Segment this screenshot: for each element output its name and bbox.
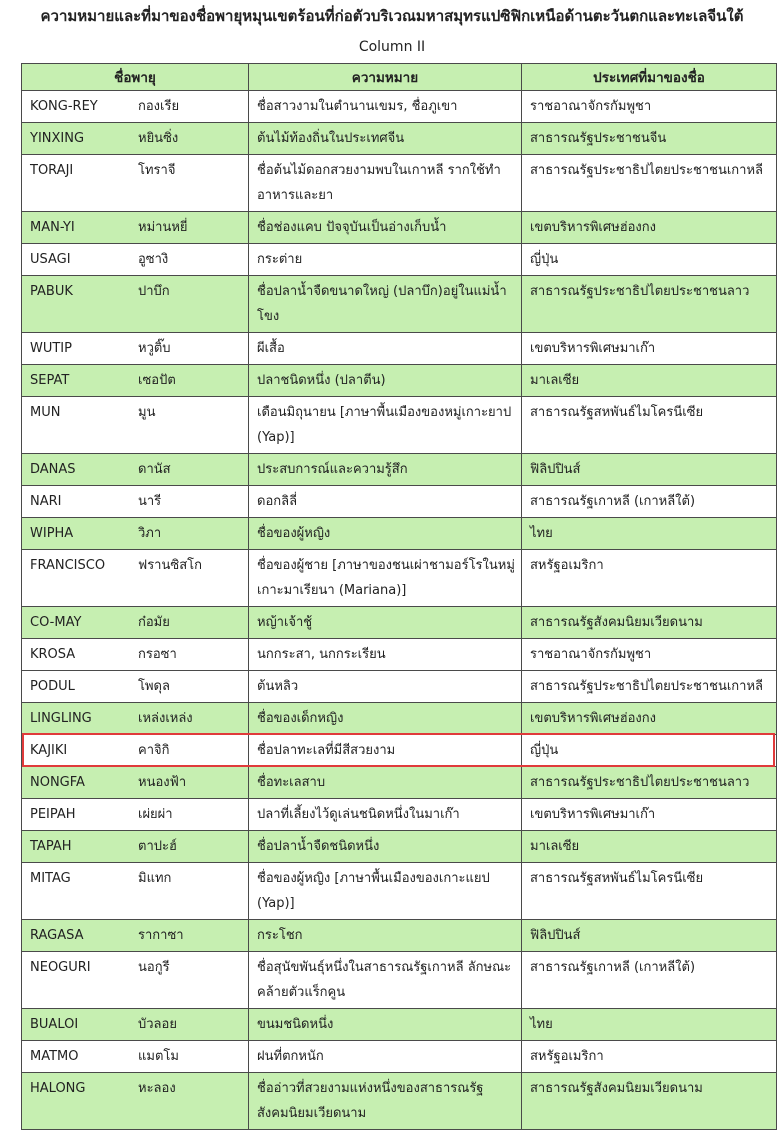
storm-name-cell xyxy=(22,276,249,333)
table-row xyxy=(22,212,777,244)
meaning-cell: ชื่อช่องแคบ ปัจจุบันเป็นอ่างเก็บน้ำ xyxy=(249,212,522,244)
meaning-cell: ชื่ออ่าวที่สวยงามแห่งหนึ่งของสาธารณรัฐสังคมนิยมเวียดนาม xyxy=(249,1073,522,1130)
storm-name-thai: คาจิกิ xyxy=(138,743,170,758)
storm-name-thai: โพดุล xyxy=(138,679,170,694)
storm-name-cell xyxy=(22,518,249,550)
table-row xyxy=(22,550,777,607)
origin-cell: ไทย xyxy=(522,518,777,550)
storm-name-english: SEPAT xyxy=(30,373,70,388)
origin-cell: ญี่ปุ่น xyxy=(522,735,777,767)
table-row xyxy=(22,365,777,397)
meaning-cell: กระโชก xyxy=(249,920,522,952)
storm-name-english: KROSA xyxy=(30,647,76,662)
origin-cell: สาธารณรัฐประชาธิปไตยประชาชนลาว xyxy=(522,767,777,799)
storm-name-thai: หนองฟ้า xyxy=(138,775,187,790)
storm-name-cell xyxy=(22,212,249,244)
storm-name-cell xyxy=(22,735,249,767)
meaning-cell: ชื่อของเด็กหญิง xyxy=(249,703,522,735)
storm-name-english: KONG-REY xyxy=(30,99,98,114)
storm-name-english: CO-MAY xyxy=(30,615,82,630)
storm-name-cell xyxy=(22,863,249,920)
origin-cell: สาธารณรัฐประชาธิปไตยประชาชนลาว xyxy=(522,276,777,333)
storm-name-thai: เหล่งเหล่ง xyxy=(138,711,193,726)
storm-name-english: PODUL xyxy=(30,679,75,694)
storm-name-english: TAPAH xyxy=(30,839,72,854)
storm-name-cell xyxy=(22,671,249,703)
storm-name-english: LINGLING xyxy=(30,711,92,726)
storm-name-cell xyxy=(22,365,249,397)
storm-name-cell xyxy=(22,1009,249,1041)
meaning-cell: ดอกลิลี่ xyxy=(249,486,522,518)
storm-name-thai: กรอซา xyxy=(138,647,177,662)
table-header-row xyxy=(22,64,777,91)
table-row xyxy=(22,767,777,799)
storm-name-cell xyxy=(22,920,249,952)
storm-name-english: MUN xyxy=(30,405,61,420)
table-row xyxy=(22,397,777,454)
meaning-cell: ต้นไม้ท้องถิ่นในประเทศจีน xyxy=(249,123,522,155)
table-row xyxy=(22,799,777,831)
origin-cell: สาธารณรัฐสหพันธ์ไมโครนีเซีย xyxy=(522,863,777,920)
table-body xyxy=(22,91,777,1130)
table-row xyxy=(22,671,777,703)
storm-name-thai: ปาบึก xyxy=(138,284,170,299)
table-row xyxy=(22,155,777,212)
storm-name-english: NONGFA xyxy=(30,775,85,790)
storm-name-english: RAGASA xyxy=(30,928,84,943)
storm-name-cell xyxy=(22,91,249,123)
storm-name-english: KAJIKI xyxy=(30,743,68,758)
storm-name-cell xyxy=(22,1041,249,1073)
storm-name-thai: กองเรีย xyxy=(138,99,180,114)
storm-names-table xyxy=(21,63,777,1130)
origin-cell: เขตบริหารพิเศษฮ่องกง xyxy=(522,703,777,735)
storm-name-cell xyxy=(22,123,249,155)
storm-name-english: HALONG xyxy=(30,1081,86,1096)
storm-name-thai: แมตโม xyxy=(138,1049,179,1064)
storm-name-cell xyxy=(22,333,249,365)
meaning-cell: ขนมชนิดหนึ่ง xyxy=(249,1009,522,1041)
meaning-cell: ชื่อของผู้ชาย [ภาษาของชนเผ่าชามอร์โรในหมู่เกาะมาเรียนา (Mariana)] xyxy=(249,550,522,607)
header-storm-name: ชื่อพายุ xyxy=(22,64,249,91)
table-row xyxy=(22,863,777,920)
origin-cell: สาธารณรัฐประชาธิปไตยประชาชนเกาหลี xyxy=(522,671,777,703)
meaning-cell: ชื่อปลาน้ำจืดชนิดหนึ่ง xyxy=(249,831,522,863)
table-row xyxy=(22,244,777,276)
table-row xyxy=(22,703,777,735)
meaning-cell: ชื่อสุนัขพันธุ์หนึ่งในสาธารณรัฐเกาหลี ลักษณะคล้ายตัวแร็กคูน xyxy=(249,952,522,1009)
storm-name-thai: หยินซิ่ง xyxy=(138,131,179,146)
storm-name-english: MATMO xyxy=(30,1049,79,1064)
storm-name-thai: ดานัส xyxy=(138,462,171,477)
storm-name-english: PEIPAH xyxy=(30,807,76,822)
table-row xyxy=(22,735,777,767)
storm-name-cell xyxy=(22,639,249,671)
storm-name-thai: เซอปัต xyxy=(138,373,176,388)
storm-name-english: BUALOI xyxy=(30,1017,79,1032)
table-row xyxy=(22,518,777,550)
table-row xyxy=(22,1009,777,1041)
storm-name-cell xyxy=(22,607,249,639)
meaning-cell: ชื่อปลาทะเลที่มีสีสวยงาม xyxy=(249,735,522,767)
origin-cell: สหรัฐอเมริกา xyxy=(522,1041,777,1073)
table-row xyxy=(22,276,777,333)
meaning-cell: ชื่อของผู้หญิง xyxy=(249,518,522,550)
origin-cell: เขตบริหารพิเศษมาเก๊า xyxy=(522,333,777,365)
meaning-cell: ปลาที่เลี้ยงไว้ดูเล่นชนิดหนึ่งในมาเก๊า xyxy=(249,799,522,831)
storm-name-thai: โทราจี xyxy=(138,163,176,178)
storm-name-thai: ก๋อมัย xyxy=(138,615,170,630)
meaning-cell: หญ้าเจ้าชู้ xyxy=(249,607,522,639)
origin-cell: สหรัฐอเมริกา xyxy=(522,550,777,607)
table-row xyxy=(22,607,777,639)
storm-name-thai: นารี xyxy=(138,494,162,509)
meaning-cell: ประสบการณ์และความรู้สึก xyxy=(249,454,522,486)
storm-name-thai: หะลอง xyxy=(138,1081,176,1096)
storm-name-english: NEOGURI xyxy=(30,960,91,975)
origin-cell: สาธารณรัฐเกาหลี (เกาหลีใต้) xyxy=(522,952,777,1009)
storm-name-english: USAGI xyxy=(30,252,71,267)
origin-cell: ราชอาณาจักรกัมพูชา xyxy=(522,91,777,123)
origin-cell: สาธารณรัฐเกาหลี (เกาหลีใต้) xyxy=(522,486,777,518)
table-row xyxy=(22,952,777,1009)
meaning-cell: กระต่าย xyxy=(249,244,522,276)
storm-name-cell xyxy=(22,486,249,518)
storm-name-english: WIPHA xyxy=(30,526,74,541)
column-label: Column II xyxy=(358,39,426,55)
meaning-cell: ปลาชนิดหนึ่ง (ปลาตีน) xyxy=(249,365,522,397)
meaning-cell: ชื่อทะเลสาบ xyxy=(249,767,522,799)
storm-name-english: MITAG xyxy=(30,871,71,886)
storm-name-thai: เผ่ยผ่า xyxy=(138,807,173,822)
storm-name-cell xyxy=(22,454,249,486)
storm-name-cell xyxy=(22,799,249,831)
table-row xyxy=(22,1073,777,1130)
storm-name-cell xyxy=(22,952,249,1009)
origin-cell: ฟิลิปปินส์ xyxy=(522,920,777,952)
table-row xyxy=(22,91,777,123)
storm-name-thai: วิภา xyxy=(138,526,162,541)
storm-name-thai: หวูติ๊บ xyxy=(138,341,171,356)
document-title: ความหมายและที่มาของชื่อพายุหมุนเขตร้อนที่ก่อตัวบริเวณมหาสมุทรแปซิฟิกเหนือด้านตะวันตกและทะเลจีนใต้ xyxy=(40,7,744,25)
table-row xyxy=(22,920,777,952)
table-row xyxy=(22,454,777,486)
meaning-cell: ชื่อของผู้หญิง [ภาษาพื้นเมืองของเกาะแยป (Yap)] xyxy=(249,863,522,920)
origin-cell: มาเลเซีย xyxy=(522,831,777,863)
origin-cell: สาธารณรัฐสังคมนิยมเวียดนาม xyxy=(522,607,777,639)
meaning-cell: ผีเสื้อ xyxy=(249,333,522,365)
storm-name-thai: รากาซา xyxy=(138,928,184,943)
storm-name-cell xyxy=(22,703,249,735)
table-row xyxy=(22,486,777,518)
meaning-cell: ชื่อปลาน้ำจืดขนาดใหญ่ (ปลาบึก)อยู่ในแม่น้ำโขง xyxy=(249,276,522,333)
storm-name-thai: มิแทก xyxy=(138,871,172,886)
storm-name-english: YINXING xyxy=(30,131,85,146)
storm-name-english: PABUK xyxy=(30,284,73,299)
meaning-cell: ชื่อต้นไม้ดอกสวยงามพบในเกาหลี รากใช้ทำอาหารและยา xyxy=(249,155,522,212)
storm-name-cell xyxy=(22,155,249,212)
origin-cell: สาธารณรัฐประชาชนจีน xyxy=(522,123,777,155)
storm-name-thai: มูน xyxy=(138,405,156,420)
origin-cell: เขตบริหารพิเศษฮ่องกง xyxy=(522,212,777,244)
storm-name-english: TORAJI xyxy=(30,163,74,178)
storm-name-english: FRANCISCO xyxy=(30,558,106,573)
storm-name-cell xyxy=(22,831,249,863)
storm-name-thai: นอกูรี xyxy=(138,960,170,975)
header-origin-country: ประเทศที่มาของชื่อ xyxy=(522,64,777,91)
storm-name-thai: ตาปะฮ์ xyxy=(138,839,177,854)
storm-name-english: NARI xyxy=(30,494,62,509)
origin-cell: มาเลเซีย xyxy=(522,365,777,397)
origin-cell: ราชอาณาจักรกัมพูชา xyxy=(522,639,777,671)
origin-cell: สาธารณรัฐสังคมนิยมเวียดนาม xyxy=(522,1073,777,1130)
origin-cell: เขตบริหารพิเศษมาเก๊า xyxy=(522,799,777,831)
storm-name-english: DANAS xyxy=(30,462,76,477)
origin-cell: สาธารณรัฐสหพันธ์ไมโครนีเซีย xyxy=(522,397,777,454)
storm-name-thai: บัวลอย xyxy=(138,1017,177,1032)
storm-name-thai: อูซางิ xyxy=(138,252,169,267)
storm-name-cell xyxy=(22,397,249,454)
meaning-cell: ชื่อสาวงามในตำนานเขมร, ชื่อภูเขา xyxy=(249,91,522,123)
storm-name-thai: ฟรานซิสโก xyxy=(138,558,202,573)
storm-name-cell xyxy=(22,244,249,276)
meaning-cell: เดือนมิถุนายน [ภาษาพื้นเมืองของหมู่เกาะยาป (Yap)] xyxy=(249,397,522,454)
origin-cell: ญี่ปุ่น xyxy=(522,244,777,276)
storm-name-cell xyxy=(22,1073,249,1130)
origin-cell: สาธารณรัฐประชาธิปไตยประชาชนเกาหลี xyxy=(522,155,777,212)
table-row xyxy=(22,1041,777,1073)
storm-name-english: WUTIP xyxy=(30,341,72,356)
storm-name-cell xyxy=(22,550,249,607)
table-row xyxy=(22,123,777,155)
table-row xyxy=(22,639,777,671)
storm-name-cell xyxy=(22,767,249,799)
storm-name-thai: หม่านหยี่ xyxy=(138,220,188,235)
meaning-cell: ต้นหลิว xyxy=(249,671,522,703)
storm-name-english: MAN-YI xyxy=(30,220,75,235)
origin-cell: ไทย xyxy=(522,1009,777,1041)
origin-cell: ฟิลิปปินส์ xyxy=(522,454,777,486)
meaning-cell: ฝนที่ตกหนัก xyxy=(249,1041,522,1073)
table-row xyxy=(22,333,777,365)
table-row xyxy=(22,831,777,863)
meaning-cell: นกกระสา, นกกระเรียน xyxy=(249,639,522,671)
header-meaning: ความหมาย xyxy=(249,64,522,91)
